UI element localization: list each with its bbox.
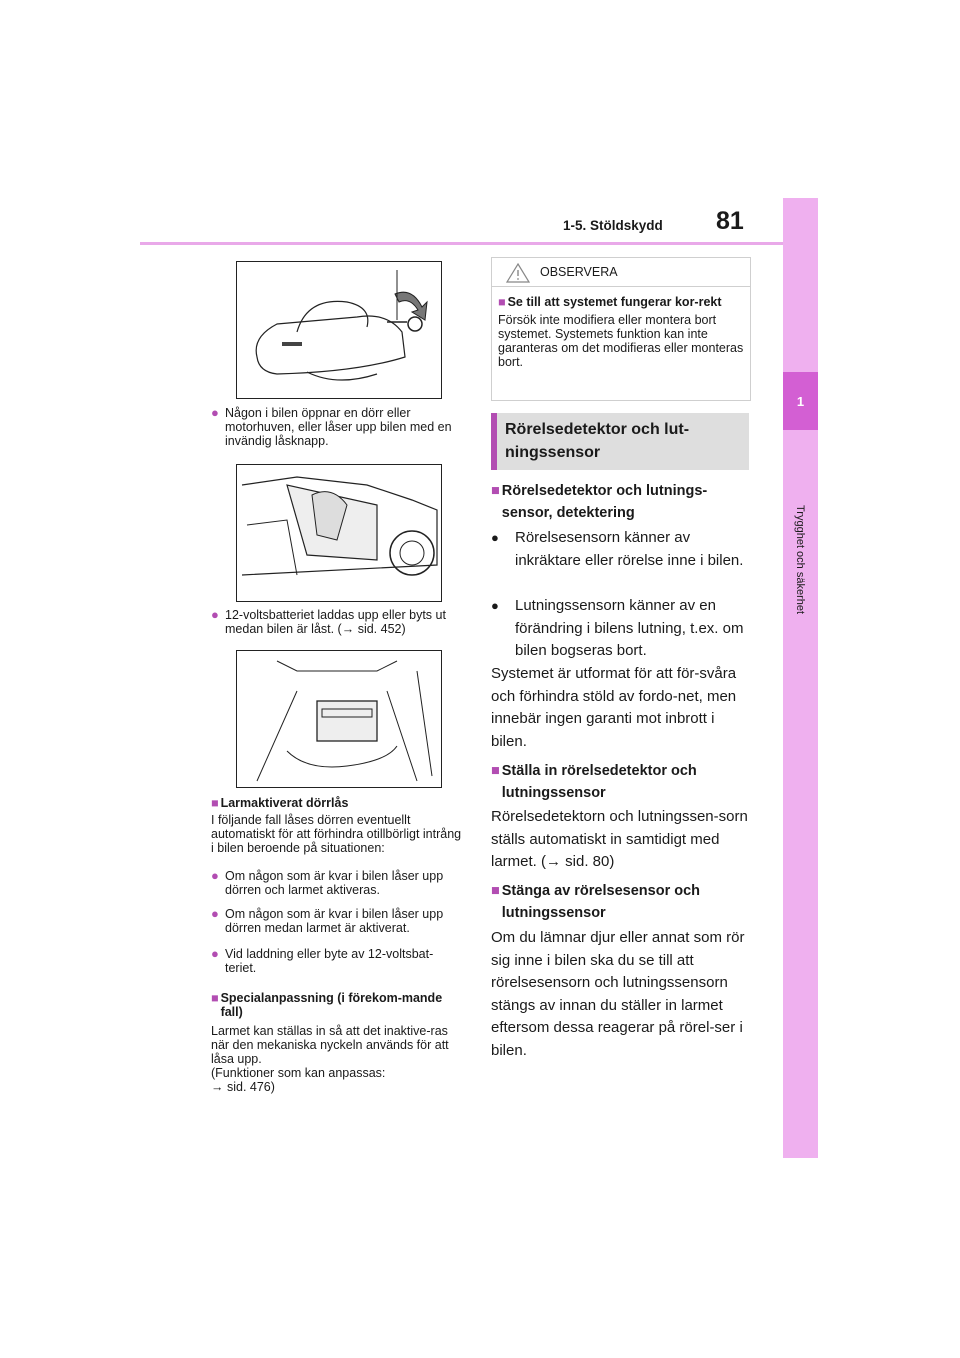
- section-heading: Rörelsedetektor och lut-ningssensor: [491, 413, 749, 470]
- square-bullet-icon: ■: [211, 796, 219, 810]
- bullet-text: Rörelsesensorn känner av inkräktare eller rörelse inne i bilen.: [515, 529, 744, 569]
- subsection-title: [491, 760, 749, 804]
- bullet-icon: ●: [491, 530, 499, 545]
- square-bullet-icon: ■: [211, 991, 219, 1005]
- battery-drawing: [237, 651, 441, 787]
- chapter-tab: [783, 198, 818, 1158]
- notice-box: [491, 257, 751, 401]
- subsection-title-text: Ställa in rörelsedetektor och lutningssensor: [501, 763, 697, 801]
- subsection-title-text: Stänga av rörelsesensor och lutningssensor: [501, 883, 701, 921]
- paragraph: Om du lämnar djur eller annat som rör sig inne i bilen ska du se till att rörelsesensorn och lutningssensorn stängs av innan du ställer in larmet eftersom dessa reagerar på rörel-ser i bilen.: [491, 929, 745, 1059]
- list-item: [211, 947, 463, 975]
- bullet-icon: ●: [491, 598, 499, 613]
- bullet-text: Om någon som är kvar i bilen låser upp dörren och larmet aktiveras.: [225, 869, 444, 897]
- door-handle-drawing: [237, 262, 441, 398]
- bullet-icon: ●: [211, 906, 219, 921]
- chapter-title: Trygghet och säkerhet: [794, 505, 806, 615]
- section-paragraph: Larmet kan ställas in så att det inaktive-ras när den mekaniska nyckeln används för att låsa upp.: [211, 1024, 449, 1066]
- notice-label: OBSERVERA: [540, 265, 618, 279]
- bullet-icon: ●: [211, 607, 219, 622]
- subsection-title: [211, 991, 463, 1019]
- header-rule: [140, 242, 783, 245]
- section-title: 1-5. Stöldskydd: [563, 218, 663, 233]
- list-item: [211, 869, 463, 897]
- subsection-title-text: Larmaktiverat dörrlås: [220, 796, 349, 810]
- page-reference[interactable]: → sid. 476): [211, 1080, 275, 1094]
- list-item: [491, 595, 749, 663]
- paragraph: Systemet är utformat för att för-svåra och förhindra stöld av fordo-net, men innebär ingen garanti mot inbrott i bilen.: [491, 665, 737, 750]
- subsection-title: [491, 480, 749, 524]
- notice-text: Försök inte modifiera eller montera bort systemet. Systemets funktion kan inte garanteras om det modifieras eller monteras bort.: [498, 313, 744, 369]
- notice-header: [492, 258, 750, 287]
- open-door-car-illustration: [236, 464, 442, 602]
- subsection-title-text: Specialanpassning (i förekom-mande fall): [220, 991, 443, 1019]
- subsection-title-text: Rörelsedetektor och lutnings-sensor, detektering: [501, 483, 708, 521]
- warning-triangle-icon: [506, 263, 530, 283]
- bullet-text: Vid laddning eller byte av 12-voltsbat-teriet.: [225, 947, 434, 975]
- door-handle-illustration: [236, 261, 442, 399]
- square-bullet-icon: ■: [491, 483, 500, 499]
- list-item: [211, 406, 463, 448]
- square-bullet-icon: ■: [491, 763, 500, 779]
- section-intro: I följande fall låses dörren eventuellt automatiskt för att förhindra otillbörligt intrång i bilen beroende på situationen:: [211, 813, 462, 855]
- bullet-text: 12-voltsbatteriet laddas upp eller byts ut medan bilen är låst. (→ sid. 452): [225, 608, 446, 636]
- square-bullet-icon: ■: [498, 295, 506, 309]
- square-bullet-icon: ■: [491, 883, 500, 899]
- custom-settings-note: (Funktioner som kan anpassas:: [211, 1066, 386, 1080]
- bullet-text: Någon i bilen öppnar en dörr eller motorhuven, eller låser upp bilen med en invändig låsknapp.: [225, 406, 452, 448]
- section-text: [211, 1024, 463, 1094]
- chapter-number[interactable]: 1: [783, 372, 818, 430]
- list-item: [211, 907, 463, 935]
- list-item: [211, 608, 463, 636]
- subsection-title: [211, 796, 463, 810]
- list-item: [491, 527, 749, 572]
- car-door-drawing: [237, 465, 441, 601]
- battery-illustration: [236, 650, 442, 788]
- bullet-text: Lutningssensorn känner av en förändring i bilens lutning, t.ex. om bilen bogseras bort.: [515, 597, 744, 659]
- bullet-icon: ●: [211, 946, 219, 961]
- subsection-title: [491, 880, 749, 924]
- bullet-icon: ●: [211, 868, 219, 883]
- bullet-icon: ●: [211, 405, 219, 420]
- notice-title: [492, 287, 750, 309]
- page-number: 81: [716, 207, 744, 235]
- notice-title-text: Se till att systemet fungerar kor-rekt: [507, 295, 722, 309]
- paragraph: Rörelsedetektorn och lutningssen-sorn ställs automatiskt in samtidigt med larmet. (→ sid. 80): [491, 808, 748, 870]
- bullet-text: Om någon som är kvar i bilen låser upp dörren medan larmet är aktiverat.: [225, 907, 444, 935]
